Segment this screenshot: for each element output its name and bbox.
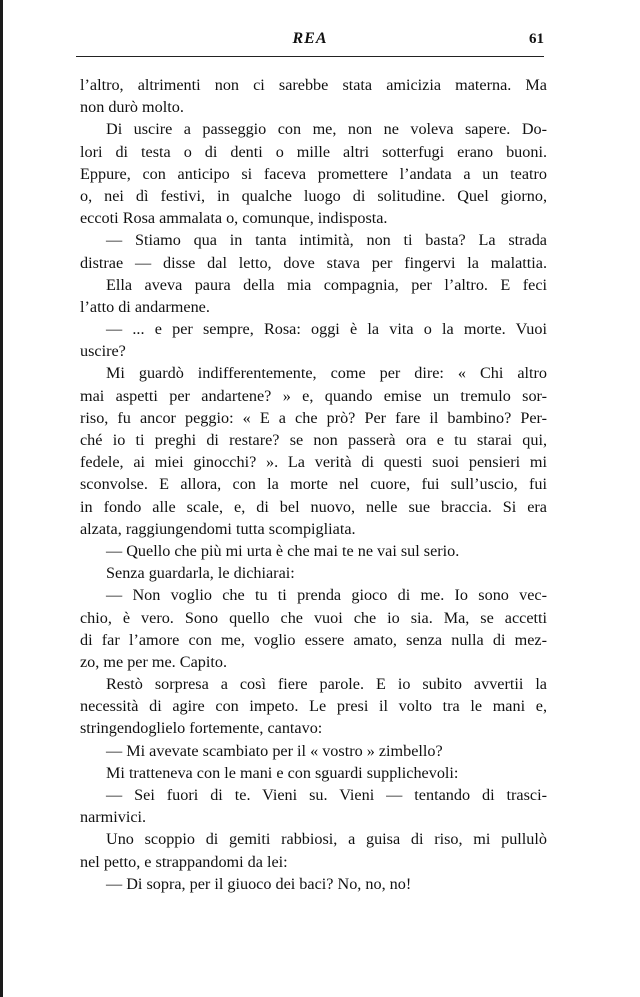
text-line: sconvolse. E allora, con la morte nel cuore, fui sull’uscio, fui bbox=[80, 475, 547, 494]
text-line: chio, è vero. Sono quello che vuoi che io sia. Ma, se accetti bbox=[80, 608, 547, 627]
text-line: Mi guardò indifferentemente, come per dire: « Chi altro bbox=[106, 364, 547, 383]
text-line: o, nei dì festivi, in qualche luogo di solitudine. Quel giorno, bbox=[80, 186, 547, 205]
text-line: eccoti Rosa ammalata o, comunque, indisposta. bbox=[80, 209, 388, 228]
text-line: — Non voglio che tu ti prenda gioco di me. Io sono vec- bbox=[106, 586, 547, 605]
text-line: narmivici. bbox=[80, 808, 147, 827]
header-rule bbox=[76, 56, 544, 57]
text-line: — Mi avevate scambiato per il « vostro » zimbello? bbox=[106, 741, 443, 760]
text-line: — Quello che più mi urta è che mai te ne vai sul serio. bbox=[106, 541, 460, 560]
text-line: Uno scoppio di gemiti rabbiosi, a guisa di riso, mi pullulò bbox=[106, 830, 547, 849]
text-line: — Di sopra, per il giuoco dei baci? No, no, no! bbox=[106, 874, 412, 893]
text-line: Eppure, con anticipo si faceva promettere l’andata a un teatro bbox=[80, 164, 547, 183]
text-line: l’altro, altrimenti non ci sarebbe stata amicizia materna. Ma bbox=[80, 76, 547, 94]
text-line: l’atto di andarmene. bbox=[80, 297, 210, 316]
running-title: REA bbox=[292, 30, 328, 47]
text-line: nel petto, e strappandomi da lei: bbox=[80, 852, 288, 871]
text-line: Di uscire a passeggio con me, non ne voleva sapere. Do- bbox=[106, 120, 547, 139]
text-line: alzata, raggiungendomi tutta scompigliata. bbox=[80, 519, 356, 538]
text-line: Restò sorpresa a così fiere parole. E io subito avvertii la bbox=[106, 675, 547, 694]
text-line: lori di testa o di denti o mille altri sotterfugi erano buoni. bbox=[80, 142, 547, 161]
page-header bbox=[76, 30, 544, 56]
text-line: zo, me per me. Capito. bbox=[80, 652, 227, 671]
page-number: 61 bbox=[529, 31, 544, 47]
text-line: riso, fu ancor peggio: « E a che prò? Per fare il bambino? Per- bbox=[80, 408, 547, 427]
text-line: necessità di agire con impeto. Le presi il volto tra le mani e, bbox=[80, 697, 547, 716]
text-line: — Stiamo qua in tanta intimità, non ti basta? La strada bbox=[106, 231, 547, 250]
text-line: in fondo alle scale, e, di bel nuovo, nelle sue braccia. Si era bbox=[80, 497, 547, 516]
text-line: mai aspetti per andartene? » e, quando emise un tremulo sor- bbox=[80, 386, 547, 405]
text-line: fedele, ai miei ginocchi? ». La verità di questi suoi pensieri mi bbox=[80, 453, 547, 472]
text-line: distrae — disse dal letto, dove stava per fingervi la malattia. bbox=[80, 253, 547, 272]
text-line: — Sei fuori di te. Vieni su. Vieni — tentando di trasci- bbox=[106, 786, 547, 804]
text-line: — ... e per sempre, Rosa: oggi è la vita o la morte. Vuoi bbox=[106, 320, 547, 339]
text-line: non durò molto. bbox=[80, 98, 184, 117]
text-line: di far l’amore con me, voglio essere amato, senza nulla di mez- bbox=[80, 630, 547, 649]
body-text bbox=[80, 74, 547, 895]
text-line: ché io ti preghi di restare? se non passerà ora e tu starai qui, bbox=[80, 431, 547, 449]
text-line: Mi tratteneva con le mani e con sguardi supplichevoli: bbox=[106, 763, 459, 782]
text-line: uscire? bbox=[80, 342, 126, 361]
text-line: stringendoglielo fortemente, cantavo: bbox=[80, 719, 323, 738]
text-line: Senza guardarla, le dichiarai: bbox=[106, 564, 295, 583]
text-line: Ella aveva paura della mia compagnia, per l’altro. E feci bbox=[106, 275, 547, 294]
page-left-edge bbox=[0, 0, 3, 997]
